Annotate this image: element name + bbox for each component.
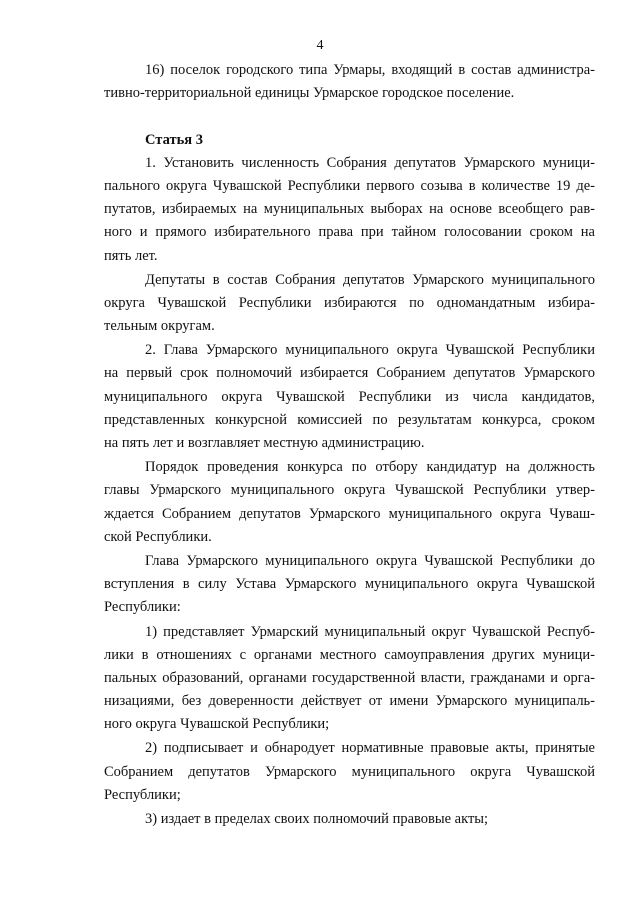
- text-line: 1) представляет Урмарский муниципальный округ Чувашской Респуб-: [145, 623, 595, 640]
- text-line: вступления в силу Устава Урмарского муниципального округа Чувашской: [104, 576, 595, 593]
- text-line: на первый срок полномочий избирается Собранием депутатов Урмарского: [104, 365, 595, 382]
- item-16: [104, 59, 595, 105]
- text-line: 1. Установить численность Собрания депутатов Урмарского муници-: [145, 154, 595, 171]
- text-line: округа Чувашской Республики избираются по одномандатным избира-: [104, 294, 595, 311]
- text-line: низациями, без доверенности действует от имени Урмарского муниципаль-: [104, 693, 595, 710]
- text-line: пального округа Чувашской Республики первого созыва в количестве 19 де-: [104, 177, 595, 194]
- text-line: тельным округам.: [104, 318, 215, 335]
- paragraph-8: [104, 808, 595, 831]
- page-number: 4: [316, 38, 324, 53]
- text-line: 2) подписывает и обнародует нормативные правовые акты, принятые: [145, 740, 595, 757]
- paragraph-4: [104, 456, 595, 549]
- text-line: 2. Глава Урмарского муниципального округа Чувашской Республики: [145, 342, 595, 359]
- paragraph-3: [104, 339, 595, 455]
- paragraph-6: [104, 621, 595, 737]
- text-line: пальных образований, органами государственной власти, гражданами и орга-: [104, 669, 595, 686]
- text-line: тивно-территориальной единицы Урмарское городское поселение.: [104, 85, 515, 102]
- article-title: Статья 3: [145, 131, 203, 148]
- text-line: Собранием депутатов Урмарского муниципального округа Чувашской: [104, 763, 595, 780]
- text-line: путатов, избираемых на муниципальных выборах на основе всеобщего рав-: [104, 201, 595, 218]
- paragraph-5: [104, 550, 595, 620]
- text-line: Республики;: [104, 786, 181, 803]
- text-line: представленных конкурсной комиссией по результатам конкурса, сроком: [104, 411, 595, 428]
- text-line: 3) издает в пределах своих полномочий правовые акты;: [145, 811, 489, 827]
- text-line: Глава Урмарского муниципального округа Чувашской Республики до: [145, 552, 595, 569]
- text-line: Порядок проведения конкурса по отбору кандидатур на должность: [145, 459, 595, 476]
- paragraph-1: [104, 152, 595, 268]
- document-body: [104, 59, 595, 831]
- text-line: муниципального округа Чувашской Республики из числа кандидатов,: [104, 388, 595, 405]
- text-line: Депутаты в состав Собрания депутатов Урмарского муниципального: [145, 271, 595, 288]
- text-line: на пять лет и возглавляет местную администрацию.: [104, 435, 425, 451]
- text-line: ного округа Чувашской Республики;: [104, 716, 330, 733]
- paragraph-7: [104, 737, 595, 807]
- text-line: пять лет.: [104, 247, 158, 264]
- text-line: 16) поселок городского типа Урмары, входящий в состав администра-: [145, 62, 595, 78]
- text-line: ного и прямого избирательного права при тайном голосовании сроком на: [104, 224, 595, 241]
- text-line: лики в отношениях с органами местного самоуправления других муници-: [104, 646, 595, 663]
- paragraph-2: [104, 269, 595, 339]
- text-line: главы Урмарского муниципального округа Чувашской Республики утвер-: [104, 482, 595, 499]
- text-line: ждается Собранием депутатов Урмарского муниципального округа Чуваш-: [104, 505, 595, 522]
- text-line: ской Республики.: [104, 528, 212, 545]
- text-line: Республики:: [104, 599, 181, 616]
